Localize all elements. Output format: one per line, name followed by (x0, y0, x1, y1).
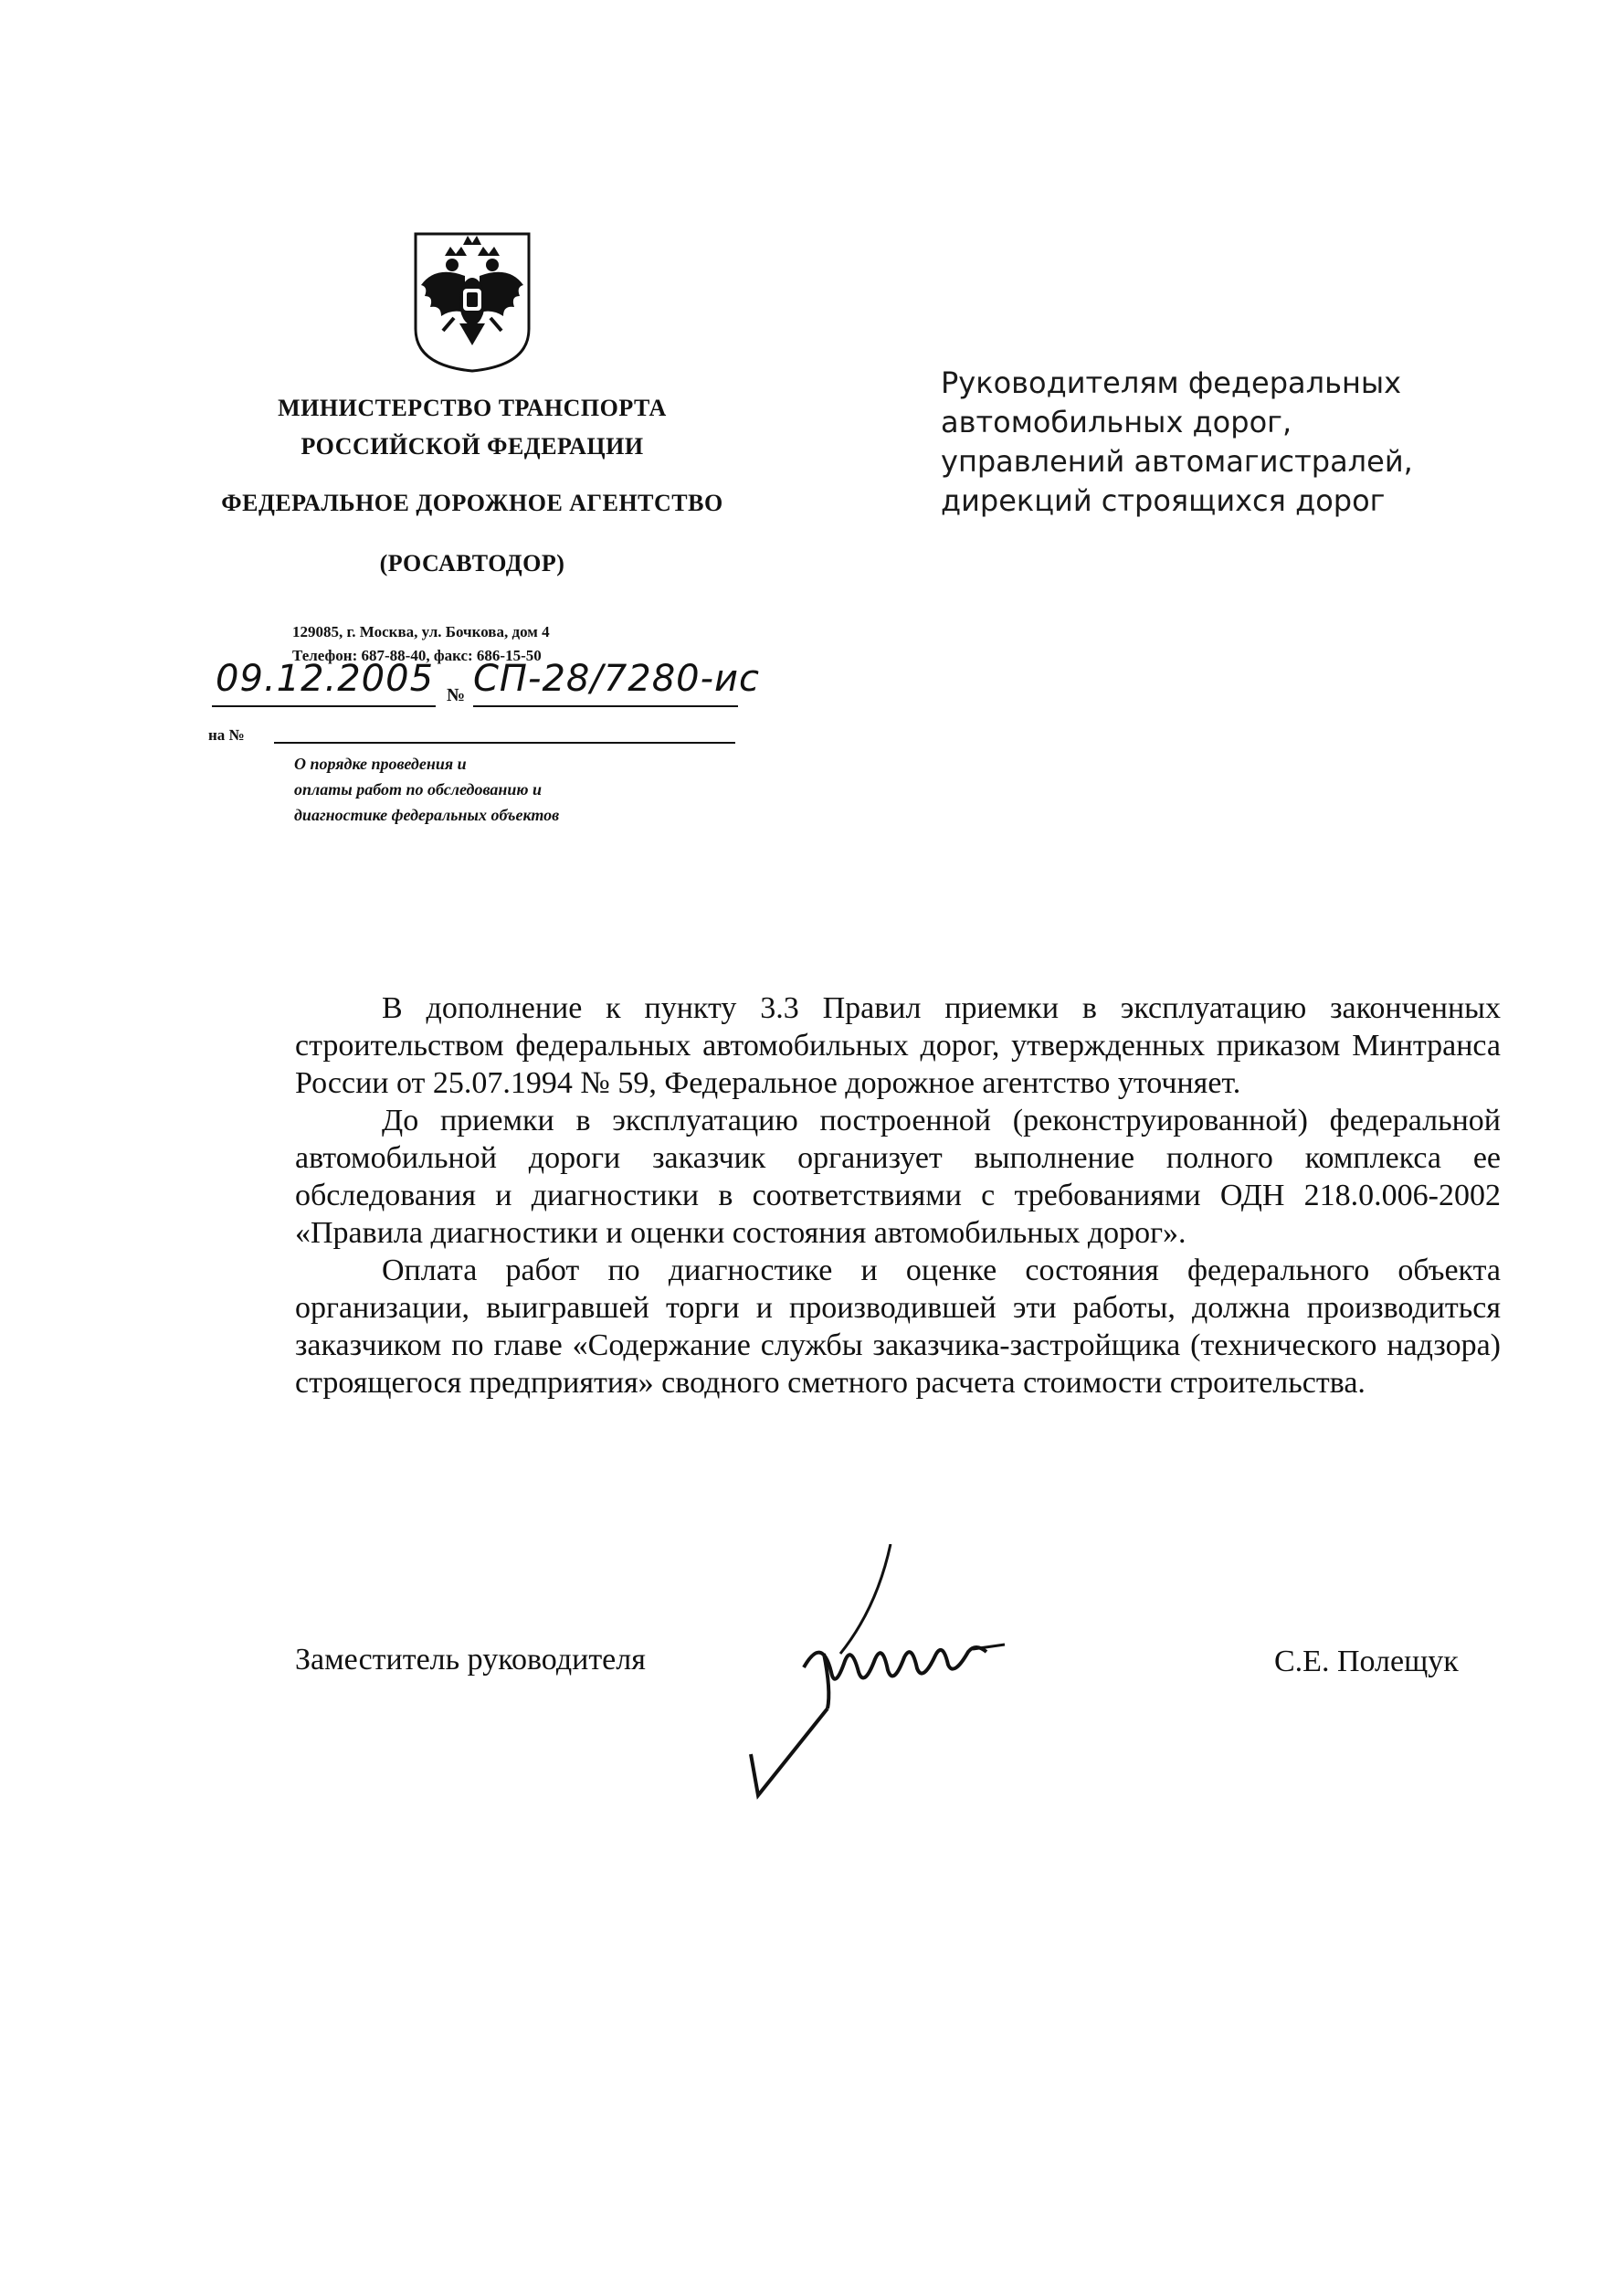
subject-line: О порядке проведения и (294, 755, 467, 773)
number-underline (473, 705, 738, 707)
agency-name: ФЕДЕРАЛЬНОЕ ДОРОЖНОЕ АГЕНТСТВО (221, 490, 723, 516)
coat-of-arms-icon (408, 228, 536, 375)
subject-line: диагностике федеральных объектов (294, 806, 560, 824)
body-paragraph: До приемки в эксплуатацию построенной (реконструированной) федеральной автомобильной дороги заказчик организует выполнение полного комплекса ее обследования и диагностики в соответствиями с требованиями ОДН 218.0.006-2002 «Правила диагностики и оценки состояния автомобильных дорог». (295, 1104, 1501, 1250)
addressee-line: дирекций строящихся дорог (941, 483, 1386, 518)
addressee-line: автомобильных дорог, (941, 405, 1292, 439)
addressee-block (941, 364, 1507, 521)
signatory-title: Заместитель руководителя (295, 1643, 646, 1677)
reference-label: на № (208, 726, 245, 744)
body-paragraph: В дополнение к пункту 3.3 Правил приемки в эксплуатацию законченных строительством федеральных автомобильных дорог, утвержденных приказом Минтранса России от 25.07.1994 № 59, Федеральное дорожное агентство уточняет. (295, 991, 1501, 1100)
registration-date: 09.12.2005 (216, 658, 435, 700)
registration-number: СП-28/7280-ис (473, 658, 761, 700)
body-paragraph: Оплата работ по диагностике и оценке состояния федерального объекта организации, выигравшей торги и производившей эти работы, должна производиться заказчиком по главе «Содержание службы заказчика-застройщика (технического надзора) строящегося предприятия» сводного сметного расчета стоимости строительства. (295, 1254, 1501, 1400)
agency-address: 129085, г. Москва, ул. Бочкова, дом 4 (292, 623, 550, 640)
reference-underline (274, 742, 735, 744)
signatory-name: С.Е. Полещук (1274, 1645, 1459, 1678)
date-underline (212, 705, 436, 707)
ministry-name-line2: РОССИЙСКОЙ ФЕДЕРАЦИИ (301, 433, 644, 460)
subject-line: оплаты работ по обследованию и (294, 780, 543, 799)
agency-phone: Телефон: 687-88-40, факс: 686-15-50 (292, 647, 542, 664)
ministry-name-line1: МИНИСТЕРСТВО ТРАНСПОРТА (278, 395, 667, 421)
letter-body (295, 989, 1501, 1402)
addressee-line: Руководителям федеральных (941, 365, 1402, 400)
addressee-line: управлений автомагистралей, (941, 444, 1413, 479)
agency-short-name: (РОСАВТОДОР) (379, 550, 565, 577)
letter-subject (294, 751, 714, 828)
number-label: № (447, 685, 466, 705)
handwritten-signature (740, 1544, 1069, 1809)
